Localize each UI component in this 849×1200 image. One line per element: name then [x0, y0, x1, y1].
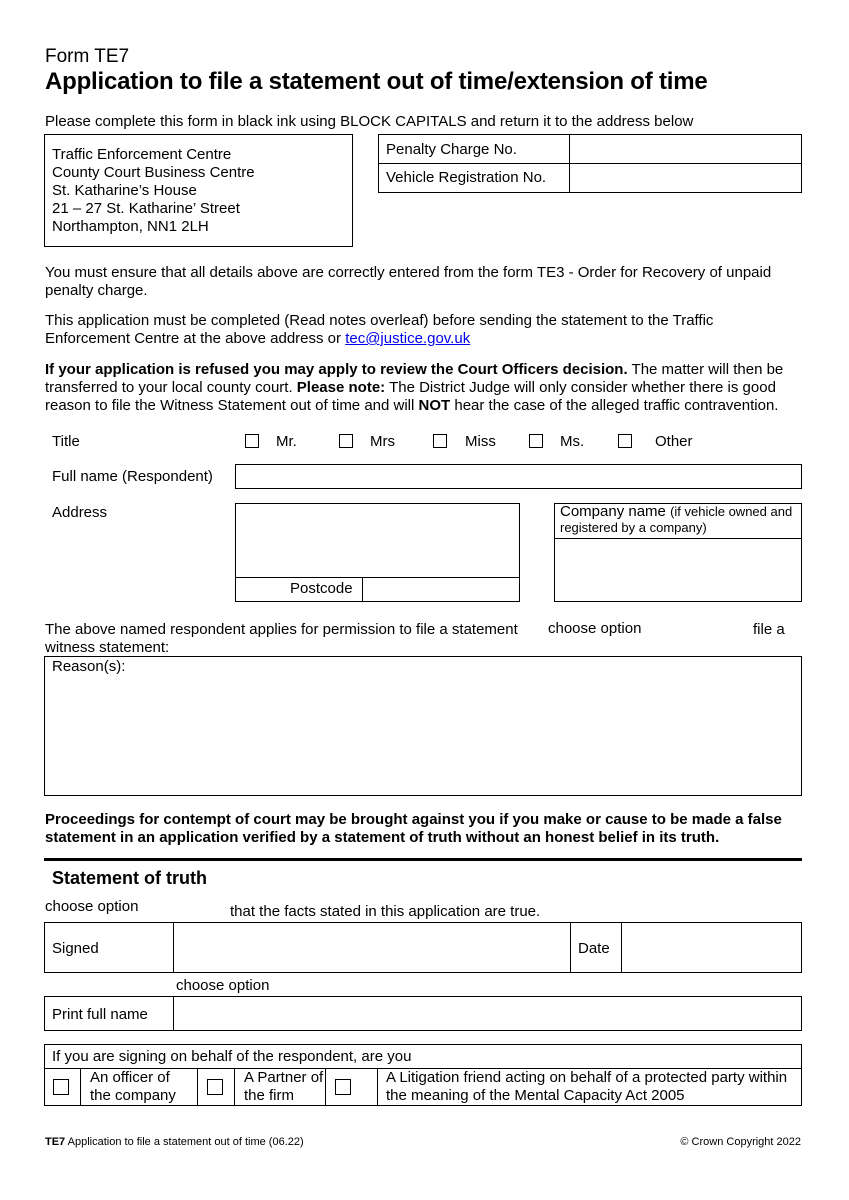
address-line: County Court Business Centre	[52, 164, 255, 181]
company-label: Company name (if vehicle owned and registered by a company)	[560, 503, 793, 535]
vehicle-registration-label: Vehicle Registration No.	[386, 169, 547, 186]
address-line: 21 – 27 St. Katharine’ Street	[52, 200, 240, 217]
tec-email-link[interactable]: tec@justice.gov.uk	[345, 330, 471, 347]
company-name-field[interactable]	[555, 539, 801, 601]
address-line: St. Katharine’s House	[52, 182, 197, 199]
applies-choose-option[interactable]: choose option	[548, 620, 642, 637]
litigation-friend-label: A Litigation friend acting on behalf of a protected party within the meaning of the Mental Capacity Act 2005	[386, 1069, 788, 1104]
instruction-text: Please complete this form in black ink using BLOCK CAPITALS and return it to the address below	[45, 113, 694, 130]
applies-text: The above named respondent applies for permission to file a statement	[45, 621, 518, 638]
date-label: Date	[578, 940, 610, 957]
address-line: Traffic Enforcement Centre	[52, 146, 232, 163]
footer-text: Application to file a statement out of time (06.22)	[67, 1136, 304, 1148]
partner-checkbox[interactable]	[207, 1079, 223, 1095]
officer-label: An officer of the company	[90, 1069, 176, 1104]
title-label: Title	[52, 433, 80, 450]
behalf-question: If you are signing on behalf of the respondent, are you	[52, 1048, 412, 1065]
statement-of-truth-heading: Statement of truth	[52, 868, 207, 888]
postcode-label: Postcode	[290, 580, 353, 597]
signatory-choose-option[interactable]: choose option	[176, 977, 270, 994]
title-mrs-label: Mrs	[370, 433, 395, 450]
review-bold: If your application is refused you may apply to review the Court Officers decision.	[45, 361, 628, 378]
footer-copyright: © Crown Copyright 2022	[680, 1136, 801, 1148]
title-other-checkbox[interactable]	[618, 434, 632, 448]
title-other-label: Other	[655, 433, 693, 450]
return-address-box	[44, 134, 353, 247]
title-mrs-checkbox[interactable]	[339, 434, 353, 448]
form-code: Form TE7	[45, 46, 130, 67]
title-mr-checkbox[interactable]	[245, 434, 259, 448]
address-label: Address	[52, 504, 108, 521]
partner-label: A Partner of the firm	[244, 1069, 324, 1104]
title-miss-label: Miss	[465, 433, 496, 450]
title-ms-label: Ms.	[560, 433, 585, 450]
print-full-name-label: Print full name	[52, 1006, 148, 1023]
footer-form-ref	[45, 1136, 304, 1149]
review-paragraph: If your application is refused you may apply to review the Court Officers decision. The matter will then be transferred to your local county court. Please note: The District Judge will only consider whether there is good reason to file the Witness Statement out of time and will NOT hear the case of the alleged traffic contravention.	[45, 361, 784, 414]
title-mr-label: Mr.	[276, 433, 297, 450]
print-full-name-field[interactable]	[174, 997, 801, 1030]
penalty-charge-field[interactable]	[571, 135, 800, 162]
officer-checkbox[interactable]	[53, 1079, 69, 1095]
contempt-warning: Proceedings for contempt of court may be brought against you if you make or cause to be made a false statement in an application verified by a statement of truth without an honest belief in its truth.	[45, 811, 782, 846]
address-line: Northampton, NN1 2LH	[52, 218, 209, 235]
litigation-friend-checkbox[interactable]	[335, 1079, 351, 1095]
details-paragraph: You must ensure that all details above are correctly entered from the form TE3 - Order for Recovery of unpaid penalty charge.	[45, 264, 772, 299]
footer-code: TE7	[45, 1136, 66, 1148]
title-ms-checkbox[interactable]	[529, 434, 543, 448]
company-note: (if vehicle owned and registered by a company)	[560, 504, 793, 535]
postcode-field[interactable]	[364, 578, 518, 601]
penalty-charge-label: Penalty Charge No.	[386, 141, 517, 158]
full-name-label: Full name (Respondent)	[52, 468, 213, 485]
applies-text-after: file a	[753, 621, 785, 638]
sot-facts-text: that the facts stated in this application are true.	[230, 903, 541, 920]
reasons-label: Reason(s):	[52, 658, 126, 675]
full-name-field[interactable]	[235, 464, 802, 489]
vehicle-registration-field[interactable]	[571, 164, 800, 192]
section-divider	[44, 858, 802, 861]
page-title: Application to file a statement out of time/extension of time	[45, 68, 708, 95]
signature-field[interactable]	[174, 923, 570, 972]
date-field[interactable]	[622, 923, 801, 972]
sot-choose-option[interactable]: choose option	[45, 898, 139, 915]
signed-label: Signed	[52, 940, 99, 957]
title-miss-checkbox[interactable]	[433, 434, 447, 448]
completion-paragraph	[45, 312, 765, 348]
applies-text-wrap: witness statement:	[45, 639, 170, 656]
completion-text: This application must be completed (Read notes overleaf) before sending the statement to the Traffic Enforcement Centre at the above address or	[45, 312, 714, 347]
reasons-field[interactable]	[44, 656, 802, 796]
